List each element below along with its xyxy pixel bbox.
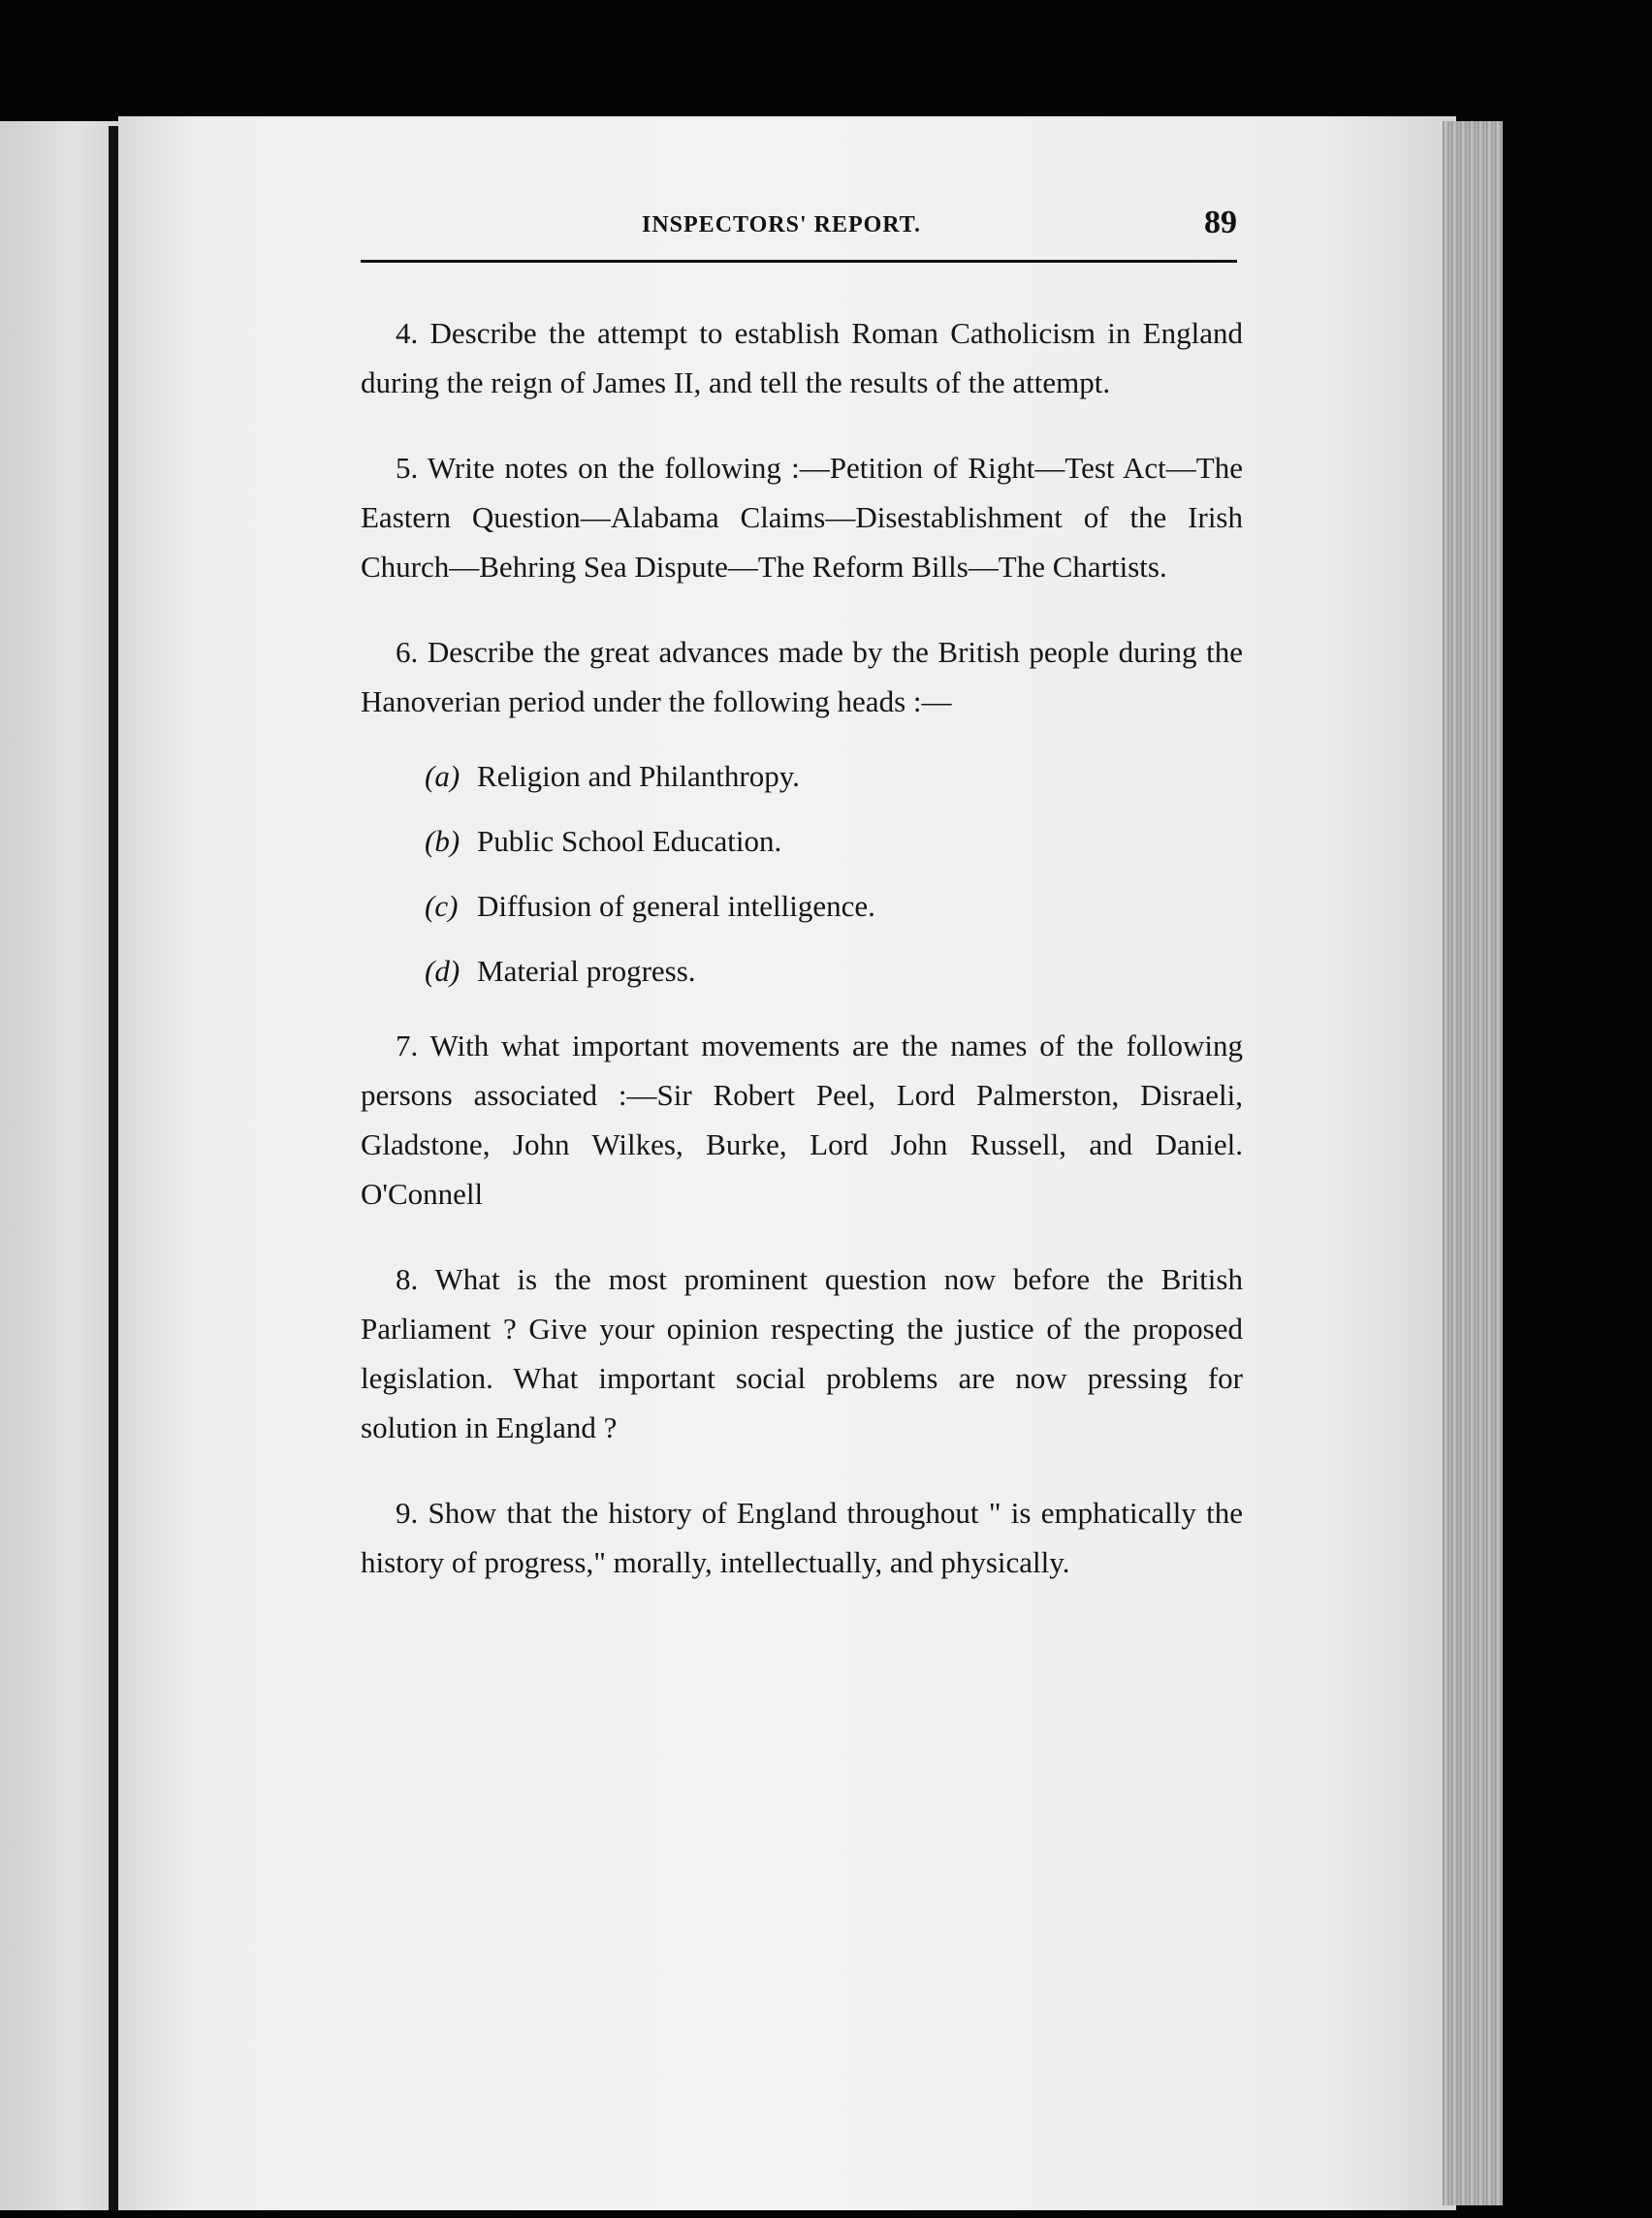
header-rule [361, 260, 1237, 263]
item-letter: (b) [425, 824, 461, 858]
item-letter: (c) [425, 889, 459, 923]
item-text: Public School Education. [477, 824, 782, 858]
item-text: Diffusion of general intelligence. [477, 889, 875, 923]
item-letter: (a) [425, 759, 461, 793]
list-item [425, 881, 1243, 931]
page-number: 89 [1204, 205, 1237, 240]
item-letter: (d) [425, 954, 461, 988]
item-text: Religion and Philanthropy. [477, 759, 800, 793]
list-item [425, 816, 1243, 866]
list-item [425, 751, 1243, 801]
question-6-heads [361, 751, 1243, 996]
question-4: 4. Describe the attempt to establish Roman Catholicism in England during the reign of James II, and tell the results of the attempt. [361, 316, 1243, 399]
list-item [425, 946, 1243, 996]
page-edges [1443, 121, 1503, 2205]
page-header [361, 199, 1237, 257]
question-9: 9. Show that the history of England throughout " is emphatically the history of progress," morally, intellectually, and physically. [361, 1496, 1243, 1579]
facing-page [0, 121, 124, 2210]
question-6: 6. Describe the great advances made by the British people during the Hanoverian period under the following heads :— [361, 635, 1243, 718]
question-5: 5. Write notes on the following :—Petition of Right—Test Act—The Eastern Question—Alabama Claims—Disestablishment of the Irish Church—Behring Sea Dispute—The Reform Bills—The Chartists. [361, 451, 1243, 584]
running-head: INSPECTORS' REPORT. [642, 212, 921, 238]
question-8: 8. What is the most prominent question now before the British Parliament ? Give your opinion respecting the justice of the proposed legislation. What important social problems are now pressing for solution in England ? [361, 1262, 1243, 1444]
page-body [361, 308, 1243, 1623]
question-7: 7. With what important movements are the names of the following persons associated :—Sir Robert Peel, Lord Palmerston, Disraeli, Gladstone, John Wilkes, Burke, Lord John Russell, and Daniel. O'Connell [361, 1029, 1243, 1211]
item-text: Material progress. [477, 954, 696, 988]
book-gutter [109, 126, 118, 2210]
